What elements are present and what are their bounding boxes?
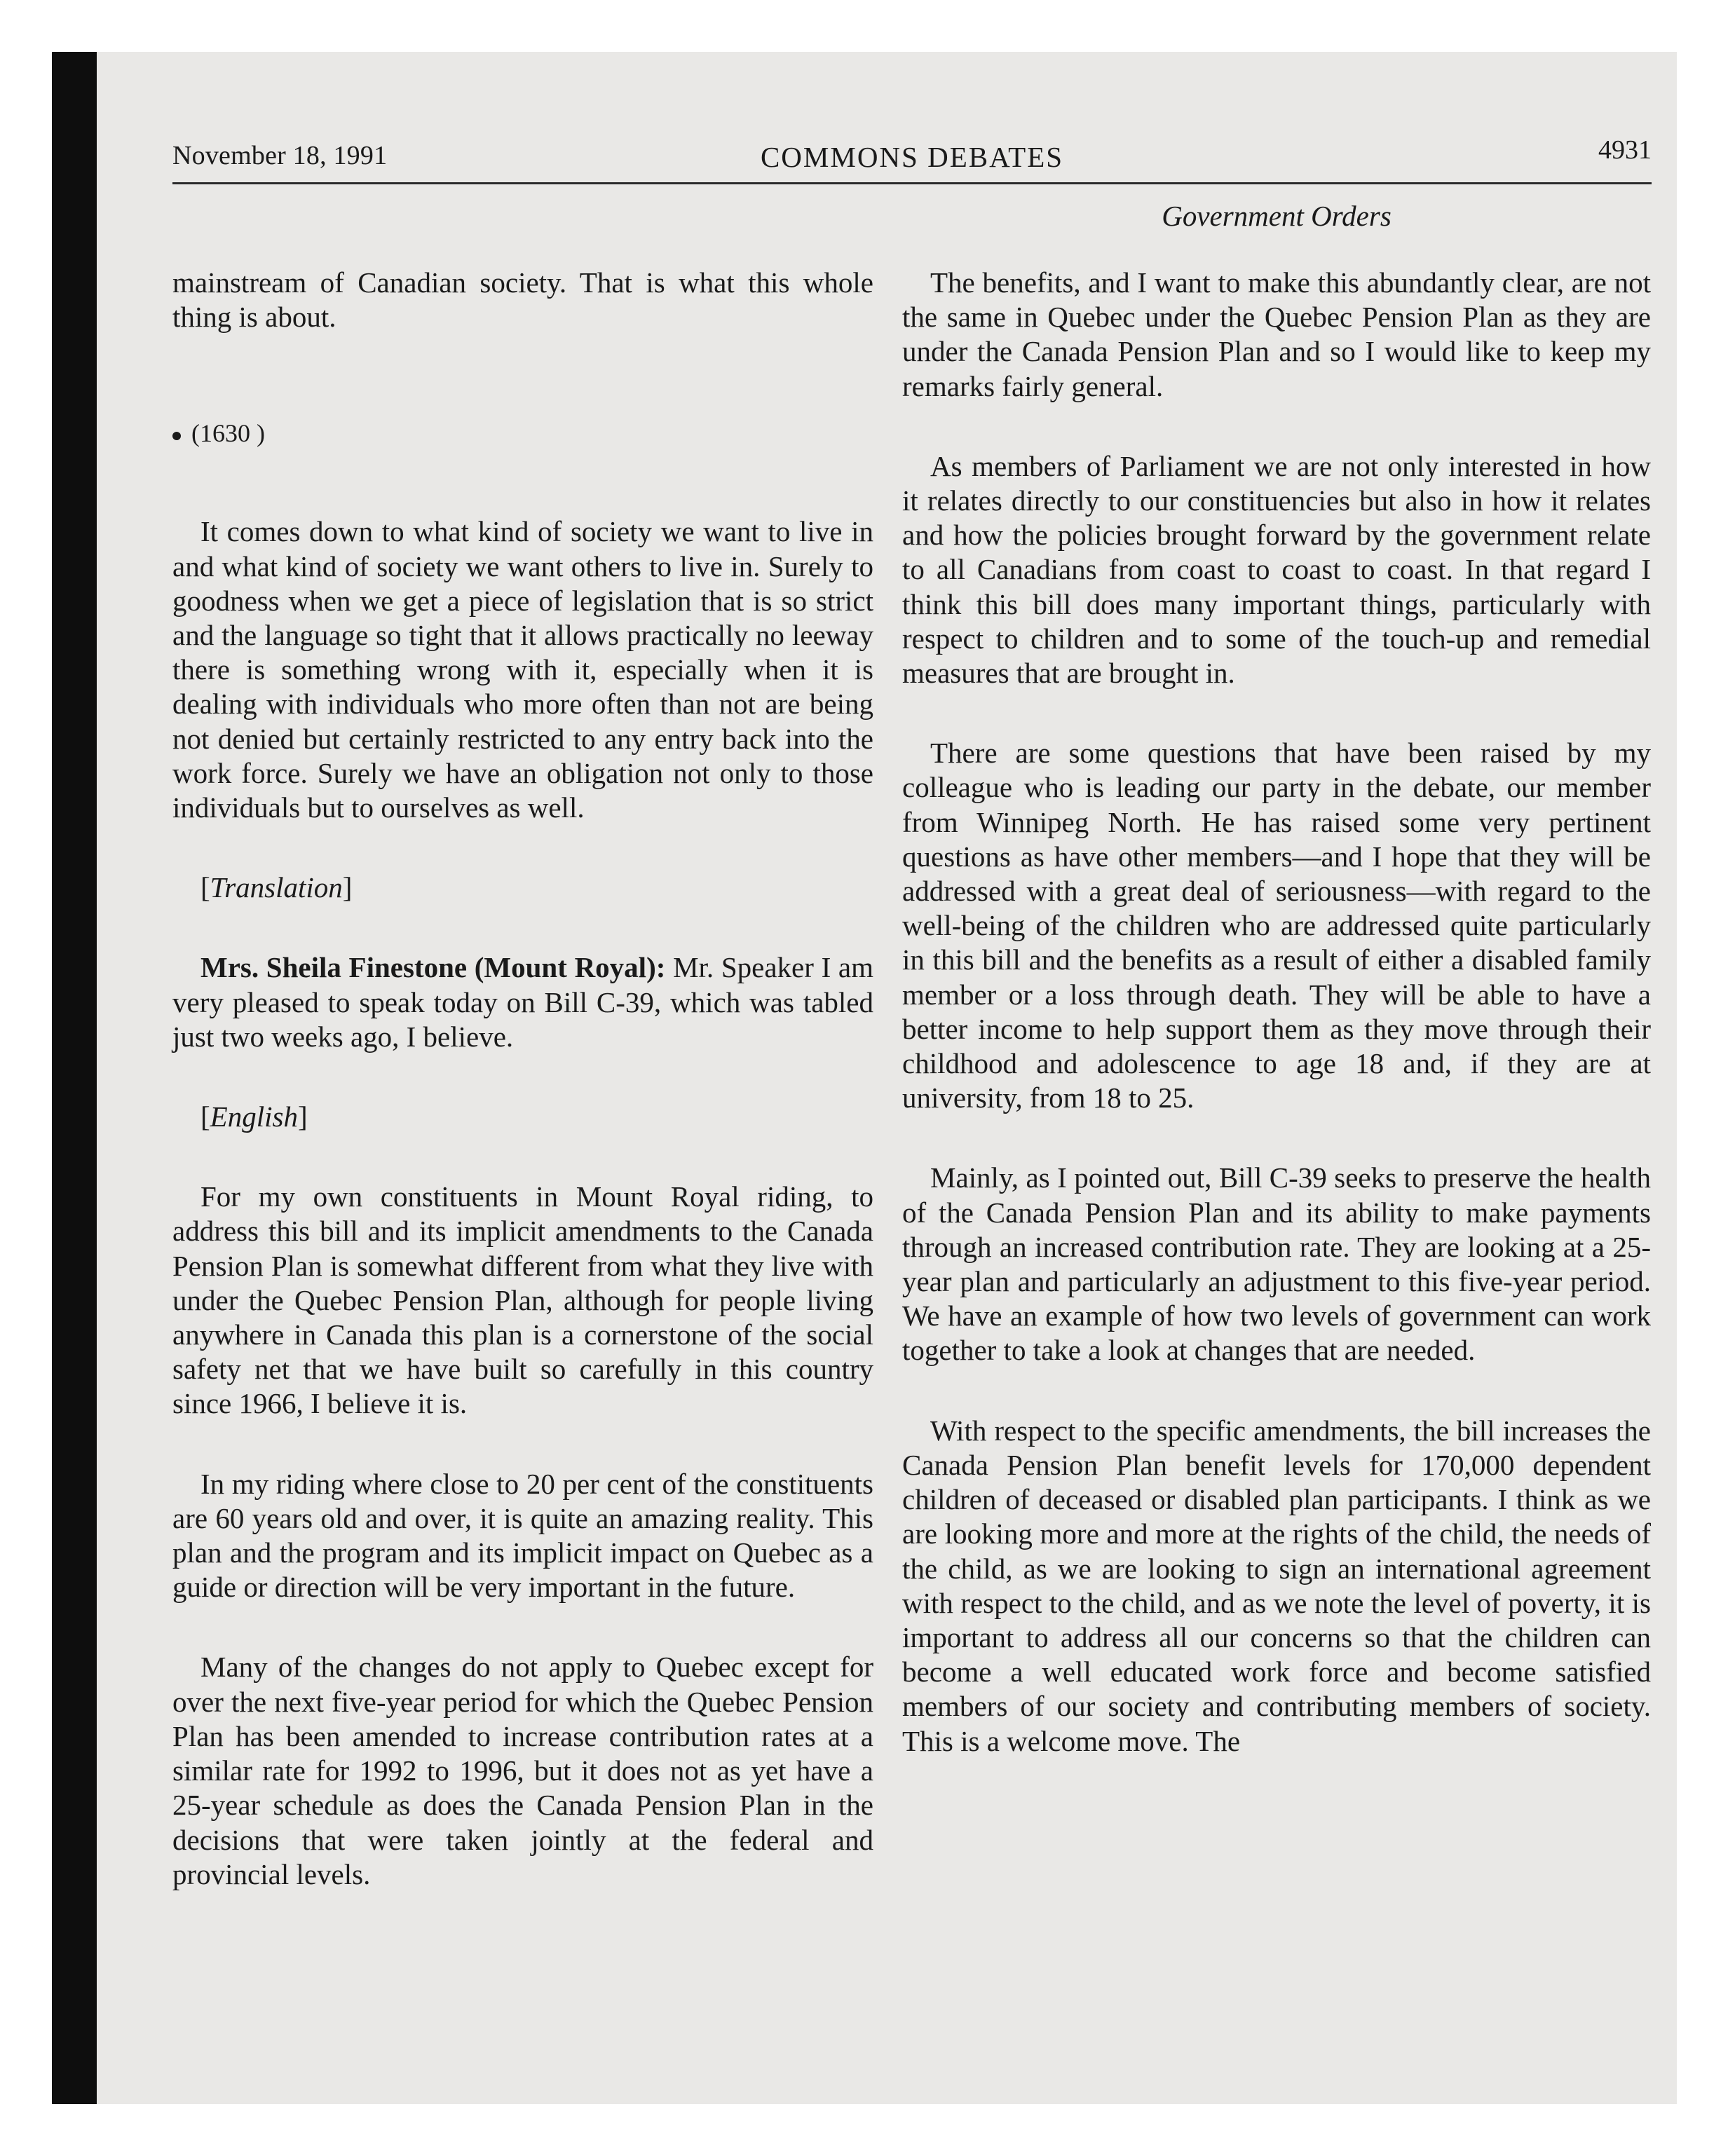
left-column	[172, 266, 873, 1937]
paragraph: Mainly, as I pointed out, Bill C-39 seeks to preserve the health of the Canada Pension Plan and its ability to make payments through an increased contribution rate. They are looking at a 25-year plan and particularly an adjustment to this five-year period. We have an example of how two levels of government can work together to take a look at changes that are needed.	[902, 1161, 1651, 1367]
continuation-paragraph: mainstream of Canadian society. That is what this whole thing is about.	[172, 266, 873, 334]
bullet-icon	[172, 432, 181, 440]
language-tag-translation: [Translation]	[200, 871, 353, 904]
scanned-page	[52, 52, 1677, 2104]
page-number: 4931	[1598, 135, 1652, 165]
paragraph: There are some questions that have been raised by my colleague who is leading our party in the debate, our member from Winnipeg North. He has raised some very pertinent questions as have other members—and I hope that they will be addressed with a great deal of seriousness—with regard to the well-being of the children who are addressed quite particularly in this bill and the benefits as a result of either a disabled family member or a loss through death. They will be able to have a better income to help support them as they move through their childhood and adolescence to age 18 and, if they are at university, from 18 to 25.	[902, 737, 1651, 1114]
speaker-paragraph	[172, 950, 873, 1054]
section-heading: Government Orders	[1162, 200, 1392, 232]
paragraph: With respect to the specific amendments, the bill increases the Canada Pension Plan benefit levels for 170,000 dependent children of deceased or disabled plan participants. I think as we are looking more and more at the rights of the child, the needs of the child, as we are looking to sign an international agreement with respect to the child, and as we note the level of poverty, it is important to address all our concerns so that the children can become a well educated work force and become satisfied members of our society and contributing members of society. This is a welcome move. The	[902, 1414, 1651, 1757]
paragraph: For my own constituents in Mount Royal riding, to address this bill and its implicit amendments to the Canada Pension Plan is somewhat different from what they live with under the Quebec Pension Plan, although for people living anywhere in Canada this plan is a cornerstone of the social safety net that we have built so carefully in this country since 1966, I believe it is.	[172, 1180, 873, 1420]
speech-text: Mr. Speaker I am very pleased to speak today on Bill C-39, which was tabled just two weeks ago, I believe.	[172, 951, 873, 1053]
time-marker	[172, 418, 873, 448]
header-date: November 18, 1991	[172, 141, 388, 170]
right-column	[902, 266, 1651, 1804]
paragraph: It comes down to what kind of society we want to live in and what kind of society we want others to live in. Surely to goodness when we get a piece of legislation that is so strict and the language so tight that it allows practically no leeway there is something wrong with it, especially when it is dealing with individuals who more often than not are being not denied but certainly restricted to any entry back into the work force. Surely we have an obligation not only to those individuals but to ourselves as well.	[172, 515, 873, 824]
paragraph: In my riding where close to 20 per cent of the constituents are 60 years old and over, it is quite an amazing reality. This plan and the program and its implicit impact on Quebec as a guide or direction will be very important in the future.	[172, 1467, 873, 1604]
header-title: COMMONS DEBATES	[760, 141, 1064, 173]
language-tag-english: [English]	[200, 1100, 308, 1133]
running-head	[172, 135, 1652, 184]
paragraph: The benefits, and I want to make this abundantly clear, are not the same in Quebec under the Quebec Pension Plan as they are under the Canada Pension Plan and so I would like to keep my remarks fairly general.	[902, 266, 1651, 402]
speaker-name: Mrs. Sheila Finestone (Mount Royal):	[200, 951, 666, 984]
binding-strip	[52, 52, 97, 2104]
paragraph: Many of the changes do not apply to Quebec except for over the next five-year period for which the Quebec Pension Plan has been amended to increase contribution rates at a similar rate for 1992 to 1996, but it does not as yet have a 25-year schedule as does the Canada Pension Plan in the decisions that were taken jointly at the federal and provincial levels.	[172, 1651, 873, 1890]
paragraph: As members of Parliament we are not only interested in how it relates directly to our constituencies but also in how it relates and how the policies brought forward by the government relate to all Canadians from coast to coast to coast. In that regard I think this bill does many important things, particularly with respect to children and to some of the touch-up and remedial measures that are brought in.	[902, 449, 1651, 690]
time-marker-text: (1630 )	[191, 419, 265, 448]
